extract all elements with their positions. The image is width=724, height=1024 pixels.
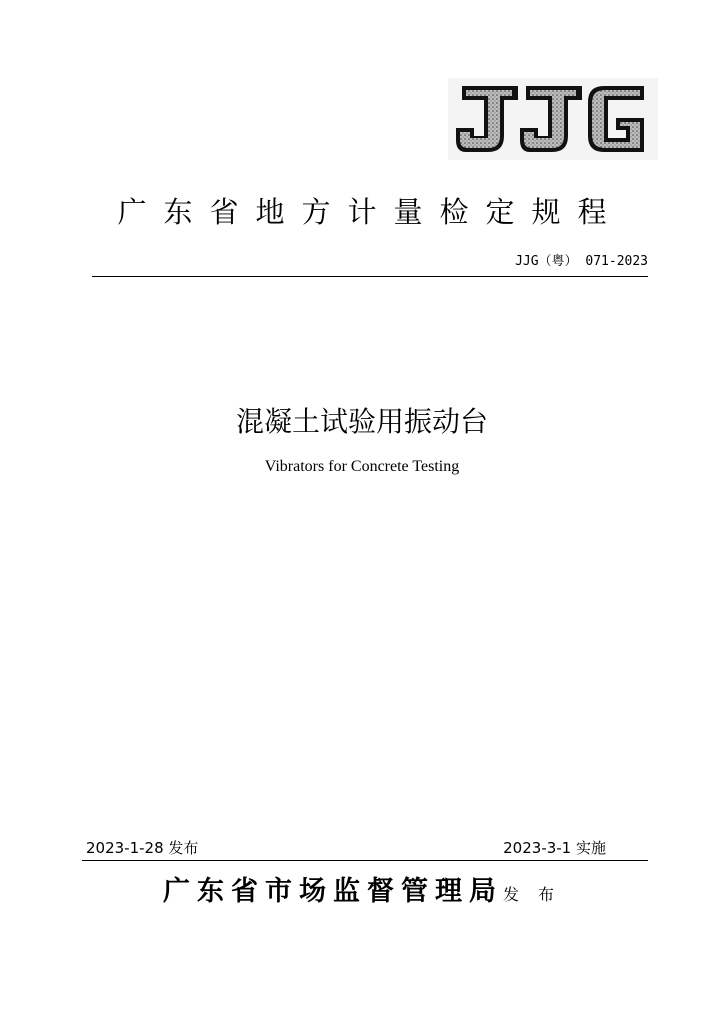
footer-divider <box>82 860 648 861</box>
regulation-series-title: 广东省地方计量检定规程 <box>117 195 624 229</box>
issuer-suffix: 发 布 <box>502 885 562 904</box>
document-title-zh: 混凝土试验用振动台 <box>235 405 488 438</box>
header-divider <box>92 276 648 277</box>
standard-code: JJG（粤） 071-2023 <box>515 254 648 269</box>
document-title-en: Vibrators for Concrete Testing <box>264 458 460 475</box>
issuer-name: 广东省市场监督管理局 <box>162 876 503 907</box>
publish-date: 2023-1-28 发布 <box>86 839 199 857</box>
issuer <box>0 869 724 908</box>
jjg-logo <box>448 78 658 160</box>
effective-date: 2023-3-1 实施 <box>503 839 606 857</box>
